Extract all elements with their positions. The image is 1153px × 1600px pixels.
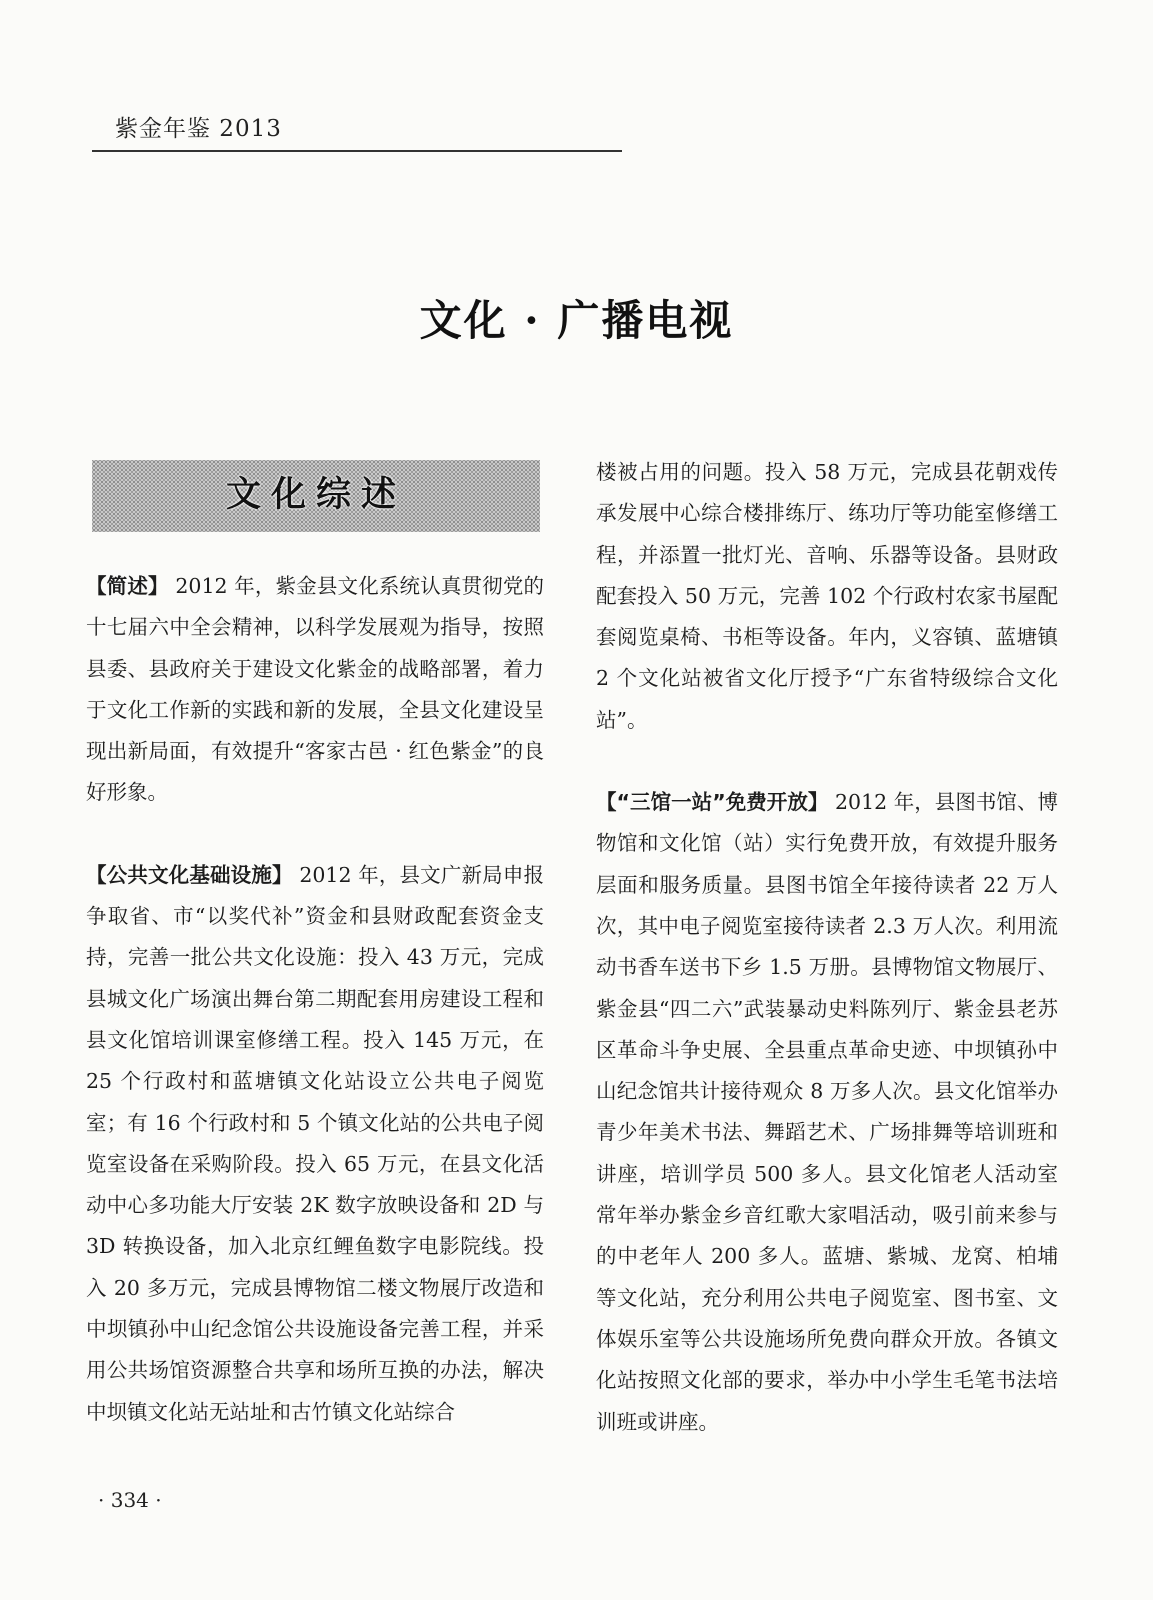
- section-title: 文化综述: [225, 475, 406, 516]
- header-rule: [92, 150, 622, 152]
- right-column: [596, 452, 1058, 1443]
- section-banner: [92, 460, 540, 532]
- paragraph-overview: [86, 566, 544, 814]
- paragraph-lead: 【“三馆一站”免费开放】: [596, 790, 829, 815]
- paragraph-lead: 【公共文化基础设施】: [86, 862, 293, 887]
- paragraph-body: 楼被占用的问题。投入 58 万元，完成县花朝戏传承发展中心综合楼排练厅、练功厅等功能室修缮工程，并添置一批灯光、音响、乐器等设备。县财政配套投入 50 万元，完善 102 个行政村农家书屋配套阅览桌椅、书柜等设备。年内，义容镇、蓝塘镇 2 个文化站被省文化厅授予“广东省特级综合文化站”。: [596, 460, 1058, 732]
- paragraph-infrastructure-continued: [596, 452, 1058, 741]
- paragraph-infrastructure: [86, 855, 544, 1433]
- running-header: 紫金年鉴 2013: [115, 116, 282, 142]
- paragraph-body: 2012 年，县文广新局申报争取省、市“以奖代补”资金和县财政配套资金支持，完善一批公共文化设施：投入 43 万元，完成县城文化广场演出舞台第二期配套用房建设工程和县文化馆培训课室修缮工程。投入 145 万元，在 25 个行政村和蓝塘镇文化站设立公共电子阅览室；有 16 个行政村和 5 个镇文化站的公共电子阅览室设备在采购阶段。投入 65 万元，在县文化活动中心多功能大厅安装 2K 数字放映设备和 2D 与 3D 转换设备，加入北京红鲤鱼数字电影院线。投入 20 多万元，完成县博物馆二楼文物展厅改造和中坝镇孙中山纪念馆公共设施设备完善工程，并采用公共场馆资源整合共享和场所互换的办法，解决中坝镇文化站无站址和古竹镇文化站综合: [86, 862, 545, 1424]
- left-column: [86, 460, 544, 1433]
- page-number: · 334 ·: [98, 1488, 162, 1512]
- paragraph-lead: 【简述】: [86, 574, 169, 598]
- chapter-title: 文化 · 广播电视: [419, 296, 734, 345]
- paragraph-body: 2012 年，县图书馆、博物馆和文化馆（站）实行免费开放，有效提升服务层面和服务质量。县图书馆全年接待读者 22 万人次，其中电子阅览室接待读者 2.3 万人次。利用流动书香车送书下乡 1.5 万册。县博物馆文物展厅、紫金县“四二六”武装暴动史料陈列厅、紫金县老苏区革命斗争史展、全县重点革命史迹、中坝镇孙中山纪念馆共计接待观众 8 万多人次。县文化馆举办青少年美术书法、舞蹈艺术、广场排舞等培训班和讲座，培训学员 500 多人。县文化馆老人活动室常年举办紫金乡音红歌大家唱活动，吸引前来参与的中老年人 200 多人。蓝塘、紫城、龙窝、柏埔等文化站，充分利用公共电子阅览室、图书室、文体娱乐室等公共设施场所免费向群众开放。各镇文化站按照文化部的要求，举办中小学生毛笔书法培训班或讲座。: [596, 790, 1059, 1434]
- paragraph-body: 2012 年，紫金县文化系统认真贯彻党的十七届六中全会精神，以科学发展观为指导，按照县委、县政府关于建设文化紫金的战略部署，着力于文化工作新的实践和新的发展，全县文化建设呈现出新局面，有效提升“客家古邑 · 红色紫金”的良好形象。: [86, 574, 545, 805]
- paragraph-free-access: [596, 782, 1058, 1443]
